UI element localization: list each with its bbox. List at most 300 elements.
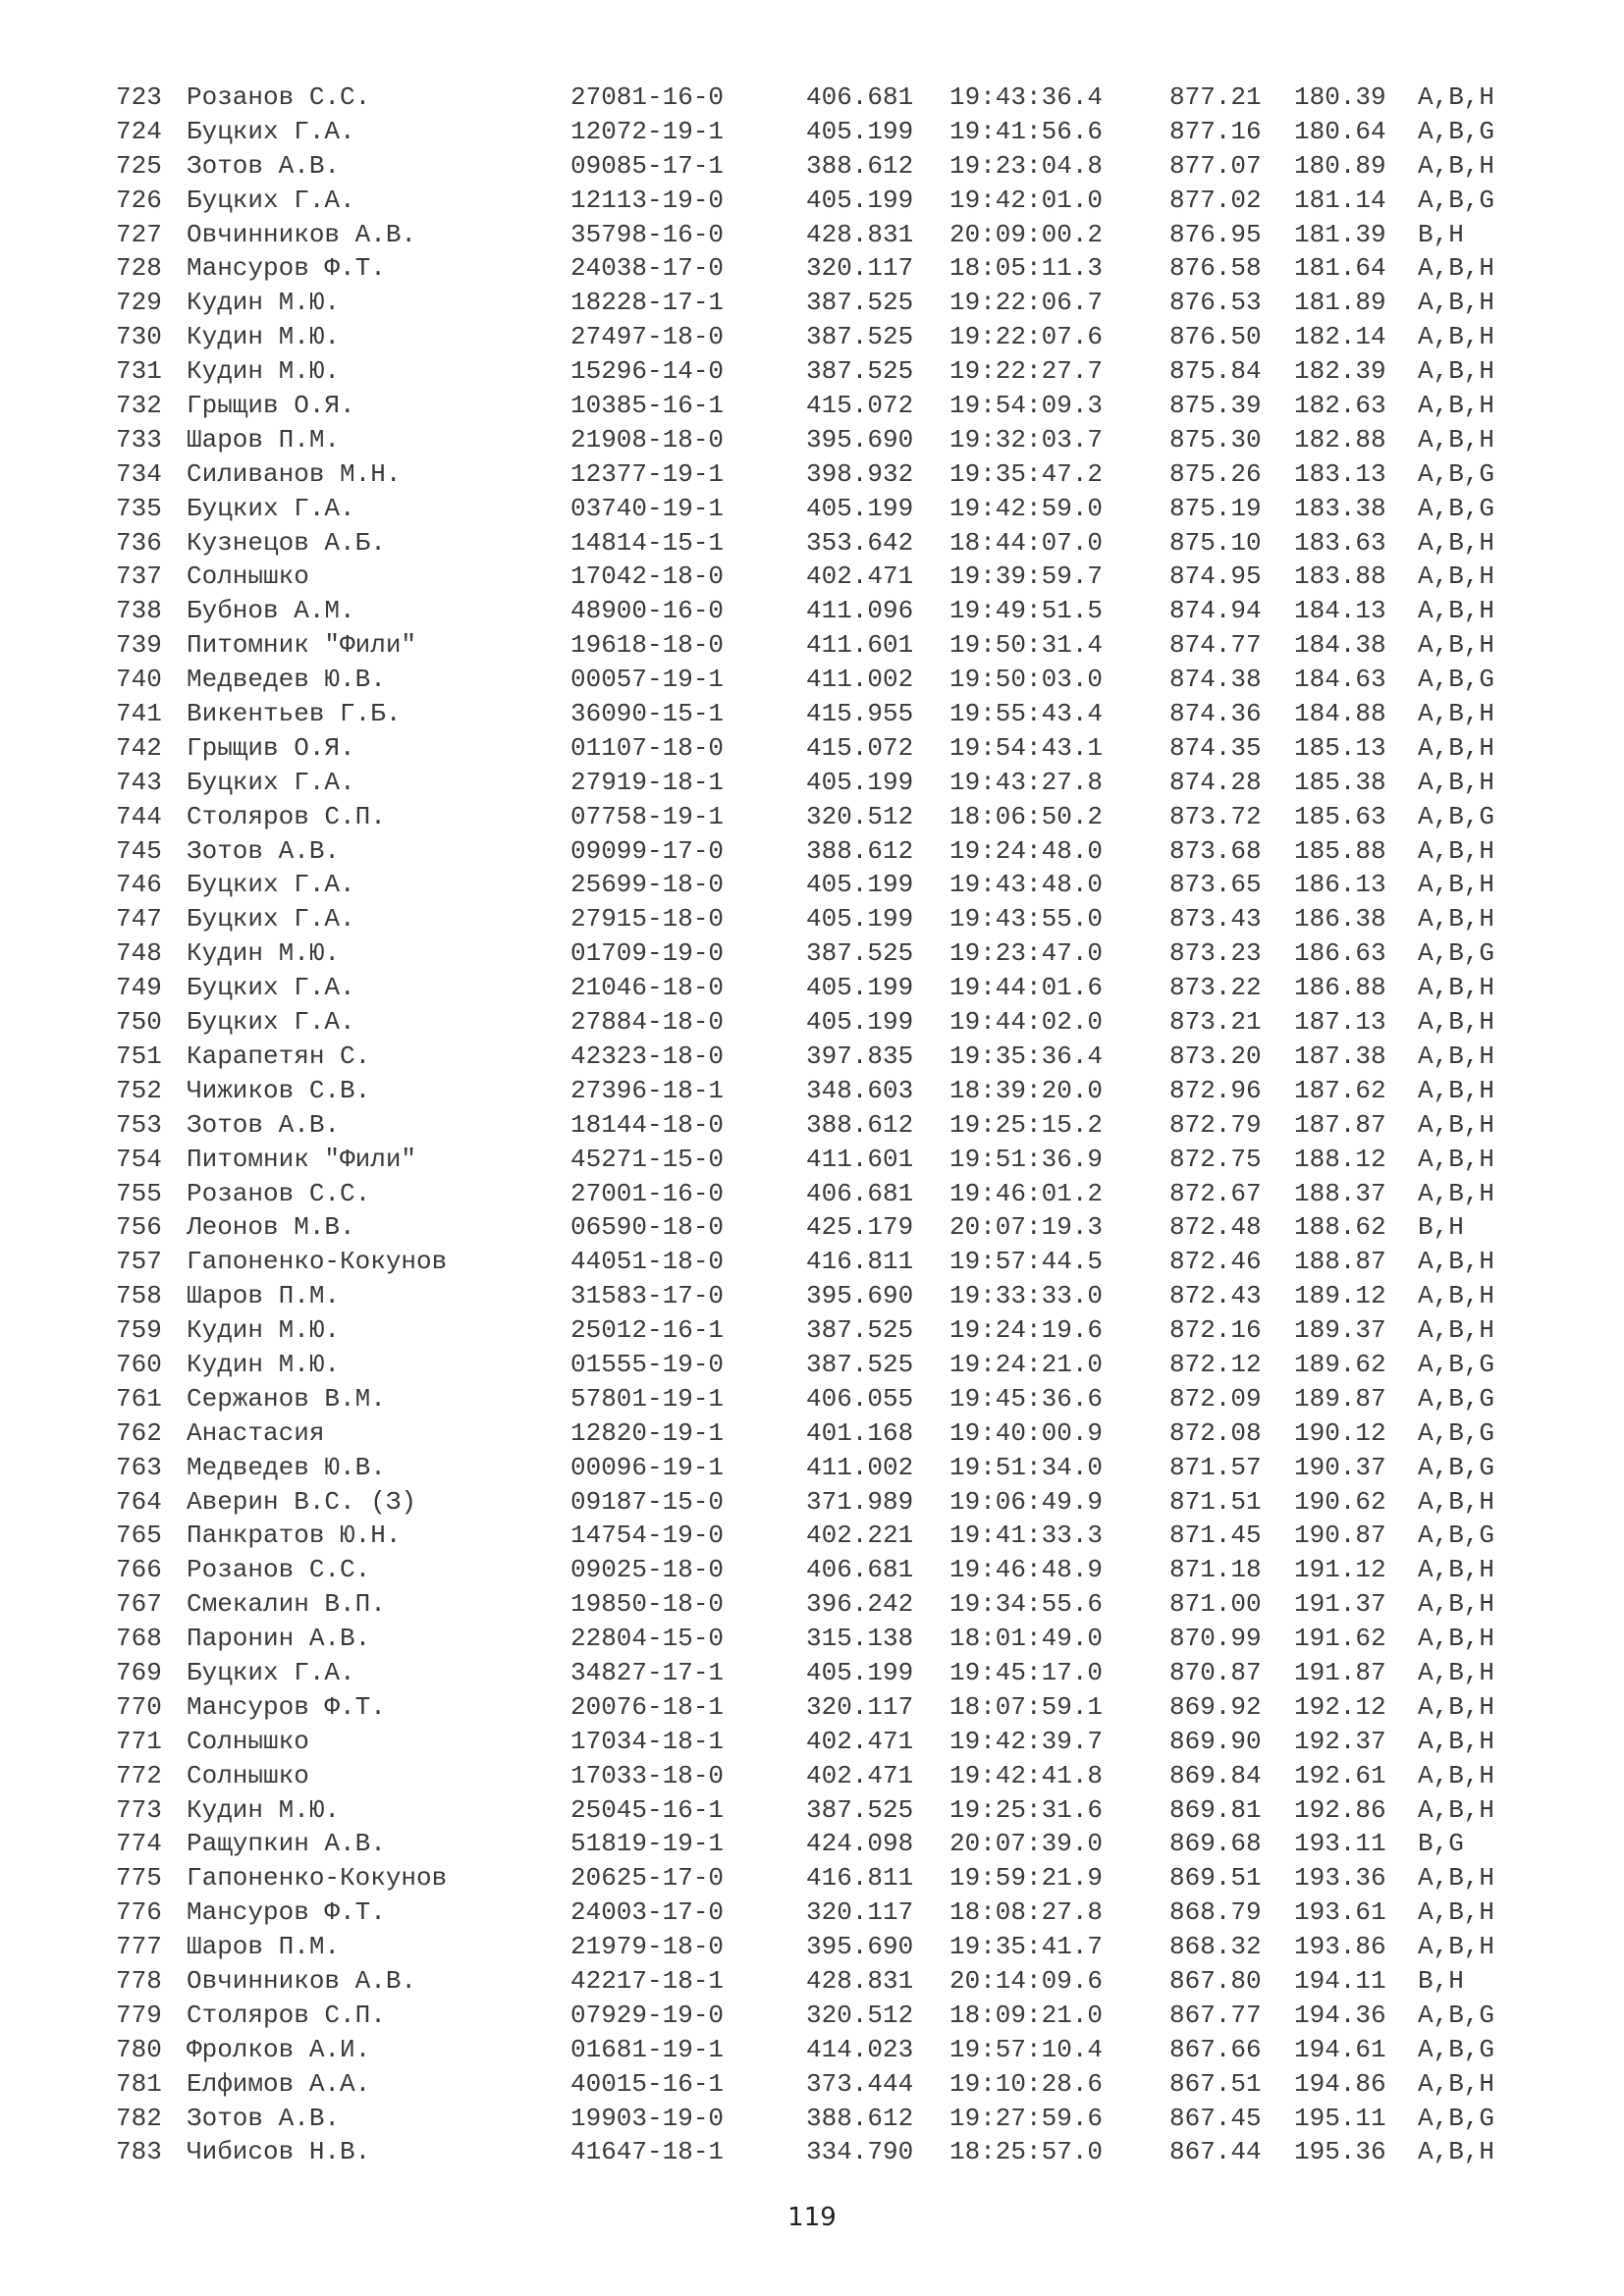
- name-cell: Ращупкин А.В.: [187, 1829, 386, 1859]
- category-cell: A,B,H: [1418, 1726, 1495, 1756]
- arrival-time-cell: 19:32:03.7: [949, 424, 1104, 454]
- distance-cell: 388.612: [806, 2103, 914, 2133]
- place-cell: 735: [116, 493, 162, 523]
- arrival-time-cell: 20:09:00.2: [949, 219, 1104, 249]
- distance-cell: 405.199: [806, 870, 914, 900]
- name-cell: Солнышко: [187, 561, 309, 592]
- ring-number-cell: 00096-19-1: [570, 1452, 725, 1482]
- name-cell: Розанов С.С.: [187, 1555, 371, 1585]
- arrival-time-cell: 18:09:21.0: [949, 2000, 1104, 2030]
- place-cell: 766: [116, 1555, 162, 1585]
- distance-cell: 387.525: [806, 356, 914, 387]
- place-cell: 732: [116, 391, 162, 421]
- name-cell: Шаров П.М.: [187, 1932, 341, 1962]
- distance-cell: 406.681: [806, 1555, 914, 1585]
- ring-number-cell: 14814-15-1: [570, 527, 725, 558]
- category-cell: A,B,G: [1418, 185, 1495, 215]
- speed-cell: 875.10: [1169, 527, 1262, 558]
- category-cell: A,B,G: [1418, 1521, 1495, 1551]
- arrival-time-cell: 19:41:56.6: [949, 116, 1104, 146]
- name-cell: Анастасия: [187, 1417, 325, 1448]
- category-cell: A,B,H: [1418, 1007, 1495, 1038]
- place-cell: 773: [116, 1794, 162, 1825]
- speed-cell: 871.45: [1169, 1521, 1262, 1551]
- name-cell: Овчинников А.В.: [187, 219, 417, 249]
- distance-cell: 405.199: [806, 1007, 914, 1038]
- speed-cell: 867.77: [1169, 2000, 1262, 2030]
- place-cell: 755: [116, 1178, 162, 1208]
- coefficient-cell: 193.61: [1294, 1897, 1386, 1928]
- arrival-time-cell: 19:43:48.0: [949, 870, 1104, 900]
- category-cell: A,B,H: [1418, 391, 1495, 421]
- coefficient-cell: 181.14: [1294, 185, 1386, 215]
- distance-cell: 416.811: [806, 1247, 914, 1277]
- place-cell: 739: [116, 630, 162, 661]
- place-cell: 768: [116, 1624, 162, 1654]
- coefficient-cell: 191.37: [1294, 1589, 1386, 1620]
- name-cell: Силиванов М.Н.: [187, 458, 402, 489]
- place-cell: 776: [116, 1897, 162, 1928]
- ring-number-cell: 06590-18-0: [570, 1212, 725, 1243]
- arrival-time-cell: 19:51:34.0: [949, 1452, 1104, 1482]
- name-cell: Гапоненко-Кокунов: [187, 1247, 448, 1277]
- coefficient-cell: 193.11: [1294, 1829, 1386, 1859]
- name-cell: Буцких Г.А.: [187, 493, 355, 523]
- distance-cell: 406.681: [806, 1178, 914, 1208]
- ring-number-cell: 36090-15-1: [570, 699, 725, 729]
- ring-number-cell: 01555-19-0: [570, 1349, 725, 1379]
- distance-cell: 315.138: [806, 1624, 914, 1654]
- ring-number-cell: 34827-17-1: [570, 1657, 725, 1687]
- speed-cell: 876.50: [1169, 322, 1262, 352]
- place-cell: 764: [116, 1486, 162, 1517]
- arrival-time-cell: 19:45:36.6: [949, 1383, 1104, 1414]
- speed-cell: 872.43: [1169, 1281, 1262, 1311]
- ring-number-cell: 48900-16-0: [570, 596, 725, 626]
- distance-cell: 405.199: [806, 493, 914, 523]
- name-cell: Кудин М.Ю.: [187, 1315, 341, 1346]
- name-cell: Солнышко: [187, 1726, 309, 1756]
- coefficient-cell: 185.38: [1294, 767, 1386, 797]
- ring-number-cell: 57801-19-1: [570, 1383, 725, 1414]
- speed-cell: 875.39: [1169, 391, 1262, 421]
- name-cell: Бубнов А.М.: [187, 596, 355, 626]
- place-cell: 733: [116, 424, 162, 454]
- arrival-time-cell: 19:50:31.4: [949, 630, 1104, 661]
- ring-number-cell: 17042-18-0: [570, 561, 725, 592]
- distance-cell: 415.955: [806, 699, 914, 729]
- place-cell: 763: [116, 1452, 162, 1482]
- category-cell: A,B,H: [1418, 870, 1495, 900]
- coefficient-cell: 190.62: [1294, 1486, 1386, 1517]
- arrival-time-cell: 19:25:31.6: [949, 1794, 1104, 1825]
- ring-number-cell: 15296-14-0: [570, 356, 725, 387]
- place-cell: 780: [116, 2034, 162, 2064]
- category-cell: A,B,H: [1418, 1486, 1495, 1517]
- arrival-time-cell: 19:42:39.7: [949, 1726, 1104, 1756]
- speed-cell: 873.72: [1169, 801, 1262, 831]
- category-cell: A,B,H: [1418, 527, 1495, 558]
- ring-number-cell: 41647-18-1: [570, 2137, 725, 2167]
- name-cell: Кудин М.Ю.: [187, 356, 341, 387]
- name-cell: Буцких Г.А.: [187, 870, 355, 900]
- ring-number-cell: 18228-17-1: [570, 288, 725, 318]
- category-cell: A,B,H: [1418, 1932, 1495, 1962]
- category-cell: A,B,G: [1418, 665, 1495, 695]
- ring-number-cell: 27497-18-0: [570, 322, 725, 352]
- place-cell: 724: [116, 116, 162, 146]
- ring-number-cell: 21908-18-0: [570, 424, 725, 454]
- arrival-time-cell: 19:57:44.5: [949, 1247, 1104, 1277]
- arrival-time-cell: 19:10:28.6: [949, 2068, 1104, 2099]
- speed-cell: 872.96: [1169, 1075, 1262, 1105]
- arrival-time-cell: 19:46:01.2: [949, 1178, 1104, 1208]
- place-cell: 723: [116, 82, 162, 112]
- ring-number-cell: 25045-16-1: [570, 1794, 725, 1825]
- name-cell: Буцких Г.А.: [187, 767, 355, 797]
- coefficient-cell: 190.37: [1294, 1452, 1386, 1482]
- ring-number-cell: 12377-19-1: [570, 458, 725, 489]
- arrival-time-cell: 19:55:43.4: [949, 699, 1104, 729]
- place-cell: 748: [116, 938, 162, 969]
- distance-cell: 387.525: [806, 1794, 914, 1825]
- ring-number-cell: 27396-18-1: [570, 1075, 725, 1105]
- name-cell: Столяров С.П.: [187, 801, 386, 831]
- name-cell: Кузнецов А.Б.: [187, 527, 386, 558]
- arrival-time-cell: 19:23:47.0: [949, 938, 1104, 969]
- name-cell: Розанов С.С.: [187, 82, 371, 112]
- place-cell: 734: [116, 458, 162, 489]
- name-cell: Аверин В.С. (З): [187, 1486, 417, 1517]
- coefficient-cell: 186.88: [1294, 973, 1386, 1003]
- coefficient-cell: 192.86: [1294, 1794, 1386, 1825]
- speed-cell: 874.35: [1169, 732, 1262, 763]
- coefficient-cell: 185.88: [1294, 835, 1386, 866]
- place-cell: 771: [116, 1726, 162, 1756]
- name-cell: Викентьев Г.Б.: [187, 699, 402, 729]
- page-number: 119: [787, 2203, 837, 2232]
- arrival-time-cell: 19:27:59.6: [949, 2103, 1104, 2133]
- speed-cell: 872.75: [1169, 1144, 1262, 1174]
- category-cell: A,B,H: [1418, 424, 1495, 454]
- distance-cell: 398.932: [806, 458, 914, 489]
- ring-number-cell: 42217-18-1: [570, 1965, 725, 1996]
- arrival-time-cell: 19:49:51.5: [949, 596, 1104, 626]
- category-cell: A,B,H: [1418, 288, 1495, 318]
- distance-cell: 353.642: [806, 527, 914, 558]
- distance-cell: 387.525: [806, 1349, 914, 1379]
- place-cell: 777: [116, 1932, 162, 1962]
- name-cell: Буцких Г.А.: [187, 1657, 355, 1687]
- arrival-time-cell: 19:35:47.2: [949, 458, 1104, 489]
- place-cell: 749: [116, 973, 162, 1003]
- arrival-time-cell: 19:25:15.2: [949, 1109, 1104, 1140]
- distance-cell: 415.072: [806, 391, 914, 421]
- place-cell: 760: [116, 1349, 162, 1379]
- coefficient-cell: 194.36: [1294, 2000, 1386, 2030]
- arrival-time-cell: 18:07:59.1: [949, 1691, 1104, 1722]
- speed-cell: 869.51: [1169, 1863, 1262, 1894]
- name-cell: Питомник "Фили": [187, 630, 417, 661]
- ring-number-cell: 21046-18-0: [570, 973, 725, 1003]
- name-cell: Шаров П.М.: [187, 424, 341, 454]
- arrival-time-cell: 19:35:36.4: [949, 1041, 1104, 1071]
- arrival-time-cell: 19:43:36.4: [949, 82, 1104, 112]
- category-cell: A,B,H: [1418, 1041, 1495, 1071]
- coefficient-cell: 187.87: [1294, 1109, 1386, 1140]
- distance-cell: 402.471: [806, 1760, 914, 1790]
- ring-number-cell: 25012-16-1: [570, 1315, 725, 1346]
- place-cell: 761: [116, 1383, 162, 1414]
- coefficient-cell: 193.36: [1294, 1863, 1386, 1894]
- arrival-time-cell: 19:44:01.6: [949, 973, 1104, 1003]
- coefficient-cell: 180.64: [1294, 116, 1386, 146]
- speed-cell: 877.07: [1169, 150, 1262, 181]
- speed-cell: 875.19: [1169, 493, 1262, 523]
- speed-cell: 867.66: [1169, 2034, 1262, 2064]
- arrival-time-cell: 20:14:09.6: [949, 1965, 1104, 1996]
- speed-cell: 877.02: [1169, 185, 1262, 215]
- ring-number-cell: 27081-16-0: [570, 82, 725, 112]
- ring-number-cell: 45271-15-0: [570, 1144, 725, 1174]
- place-cell: 772: [116, 1760, 162, 1790]
- category-cell: B,G: [1418, 1829, 1464, 1859]
- coefficient-cell: 181.39: [1294, 219, 1386, 249]
- coefficient-cell: 180.89: [1294, 150, 1386, 181]
- category-cell: A,B,H: [1418, 1760, 1495, 1790]
- coefficient-cell: 186.13: [1294, 870, 1386, 900]
- name-cell: Смекалин В.П.: [187, 1589, 386, 1620]
- name-cell: Чибисов Н.В.: [187, 2137, 371, 2167]
- place-cell: 727: [116, 219, 162, 249]
- place-cell: 741: [116, 699, 162, 729]
- coefficient-cell: 182.63: [1294, 391, 1386, 421]
- place-cell: 758: [116, 1281, 162, 1311]
- arrival-time-cell: 19:44:02.0: [949, 1007, 1104, 1038]
- category-cell: A,B,G: [1418, 458, 1495, 489]
- ring-number-cell: 10385-16-1: [570, 391, 725, 421]
- category-cell: A,B,H: [1418, 2137, 1495, 2167]
- name-cell: Розанов С.С.: [187, 1178, 371, 1208]
- ring-number-cell: 22804-15-0: [570, 1624, 725, 1654]
- arrival-time-cell: 19:39:59.7: [949, 561, 1104, 592]
- name-cell: Медведев Ю.В.: [187, 665, 386, 695]
- name-cell: Буцких Г.А.: [187, 185, 355, 215]
- ring-number-cell: 27884-18-0: [570, 1007, 725, 1038]
- place-cell: 730: [116, 322, 162, 352]
- coefficient-cell: 187.13: [1294, 1007, 1386, 1038]
- category-cell: A,B,H: [1418, 1247, 1495, 1277]
- ring-number-cell: 42323-18-0: [570, 1041, 725, 1071]
- place-cell: 770: [116, 1691, 162, 1722]
- category-cell: A,B,H: [1418, 1109, 1495, 1140]
- distance-cell: 428.831: [806, 1965, 914, 1996]
- category-cell: A,B,H: [1418, 1691, 1495, 1722]
- arrival-time-cell: 19:54:43.1: [949, 732, 1104, 763]
- arrival-time-cell: 19:06:49.9: [949, 1486, 1104, 1517]
- place-cell: 738: [116, 596, 162, 626]
- ring-number-cell: 17034-18-1: [570, 1726, 725, 1756]
- ring-number-cell: 20076-18-1: [570, 1691, 725, 1722]
- name-cell: Кудин М.Ю.: [187, 288, 341, 318]
- place-cell: 742: [116, 732, 162, 763]
- distance-cell: 348.603: [806, 1075, 914, 1105]
- arrival-time-cell: 18:39:20.0: [949, 1075, 1104, 1105]
- name-cell: Кудин М.Ю.: [187, 938, 341, 969]
- coefficient-cell: 189.12: [1294, 1281, 1386, 1311]
- name-cell: Зотов А.В.: [187, 150, 341, 181]
- arrival-time-cell: 19:33:33.0: [949, 1281, 1104, 1311]
- distance-cell: 428.831: [806, 219, 914, 249]
- category-cell: A,B,H: [1418, 82, 1495, 112]
- category-cell: A,B,G: [1418, 2000, 1495, 2030]
- coefficient-cell: 186.38: [1294, 904, 1386, 934]
- speed-cell: 873.22: [1169, 973, 1262, 1003]
- speed-cell: 872.48: [1169, 1212, 1262, 1243]
- name-cell: Грыщив О.Я.: [187, 732, 355, 763]
- distance-cell: 402.471: [806, 561, 914, 592]
- distance-cell: 388.612: [806, 150, 914, 181]
- category-cell: A,B,G: [1418, 938, 1495, 969]
- coefficient-cell: 191.62: [1294, 1624, 1386, 1654]
- arrival-time-cell: 18:05:11.3: [949, 253, 1104, 284]
- place-cell: 765: [116, 1521, 162, 1551]
- name-cell: Леонов М.В.: [187, 1212, 355, 1243]
- coefficient-cell: 183.88: [1294, 561, 1386, 592]
- ring-number-cell: 12113-19-0: [570, 185, 725, 215]
- arrival-time-cell: 18:25:57.0: [949, 2137, 1104, 2167]
- arrival-time-cell: 19:45:17.0: [949, 1657, 1104, 1687]
- ring-number-cell: 51819-19-1: [570, 1829, 725, 1859]
- ring-number-cell: 01681-19-1: [570, 2034, 725, 2064]
- category-cell: A,B,G: [1418, 2103, 1495, 2133]
- arrival-time-cell: 19:50:03.0: [949, 665, 1104, 695]
- ring-number-cell: 17033-18-0: [570, 1760, 725, 1790]
- speed-cell: 873.43: [1169, 904, 1262, 934]
- category-cell: A,B,H: [1418, 1144, 1495, 1174]
- speed-cell: 874.94: [1169, 596, 1262, 626]
- speed-cell: 869.90: [1169, 1726, 1262, 1756]
- coefficient-cell: 182.14: [1294, 322, 1386, 352]
- speed-cell: 867.51: [1169, 2068, 1262, 2099]
- category-cell: A,B,H: [1418, 150, 1495, 181]
- category-cell: A,B,H: [1418, 767, 1495, 797]
- ring-number-cell: 09099-17-0: [570, 835, 725, 866]
- distance-cell: 402.221: [806, 1521, 914, 1551]
- place-cell: 754: [116, 1144, 162, 1174]
- arrival-time-cell: 19:51:36.9: [949, 1144, 1104, 1174]
- distance-cell: 395.690: [806, 424, 914, 454]
- arrival-time-cell: 19:40:00.9: [949, 1417, 1104, 1448]
- arrival-time-cell: 19:24:21.0: [949, 1349, 1104, 1379]
- ring-number-cell: 00057-19-1: [570, 665, 725, 695]
- category-cell: A,B,H: [1418, 1657, 1495, 1687]
- arrival-time-cell: 19:59:21.9: [949, 1863, 1104, 1894]
- coefficient-cell: 188.87: [1294, 1247, 1386, 1277]
- category-cell: A,B,H: [1418, 973, 1495, 1003]
- distance-cell: 401.168: [806, 1417, 914, 1448]
- arrival-time-cell: 19:42:59.0: [949, 493, 1104, 523]
- ring-number-cell: 44051-18-0: [570, 1247, 725, 1277]
- arrival-time-cell: 19:24:48.0: [949, 835, 1104, 866]
- speed-cell: 872.16: [1169, 1315, 1262, 1346]
- ring-number-cell: 09085-17-1: [570, 150, 725, 181]
- category-cell: A,B,G: [1418, 493, 1495, 523]
- speed-cell: 873.21: [1169, 1007, 1262, 1038]
- coefficient-cell: 185.13: [1294, 732, 1386, 763]
- category-cell: A,B,H: [1418, 253, 1495, 284]
- arrival-time-cell: 19:42:41.8: [949, 1760, 1104, 1790]
- distance-cell: 411.002: [806, 665, 914, 695]
- name-cell: Буцких Г.А.: [187, 1007, 355, 1038]
- ring-number-cell: 27915-18-0: [570, 904, 725, 934]
- ring-number-cell: 27001-16-0: [570, 1178, 725, 1208]
- ring-number-cell: 07929-19-0: [570, 2000, 725, 2030]
- speed-cell: 874.95: [1169, 561, 1262, 592]
- speed-cell: 870.87: [1169, 1657, 1262, 1687]
- arrival-time-cell: 19:43:27.8: [949, 767, 1104, 797]
- distance-cell: 320.512: [806, 2000, 914, 2030]
- coefficient-cell: 192.61: [1294, 1760, 1386, 1790]
- category-cell: B,H: [1418, 1212, 1464, 1243]
- name-cell: Фролков А.И.: [187, 2034, 371, 2064]
- speed-cell: 872.46: [1169, 1247, 1262, 1277]
- coefficient-cell: 189.62: [1294, 1349, 1386, 1379]
- coefficient-cell: 184.88: [1294, 699, 1386, 729]
- name-cell: Кудин М.Ю.: [187, 1349, 341, 1379]
- coefficient-cell: 188.12: [1294, 1144, 1386, 1174]
- speed-cell: 875.30: [1169, 424, 1262, 454]
- category-cell: B,H: [1418, 1965, 1464, 1996]
- distance-cell: 425.179: [806, 1212, 914, 1243]
- ring-number-cell: 40015-16-1: [570, 2068, 725, 2099]
- arrival-time-cell: 19:22:07.6: [949, 322, 1104, 352]
- speed-cell: 867.44: [1169, 2137, 1262, 2167]
- coefficient-cell: 189.37: [1294, 1315, 1386, 1346]
- speed-cell: 872.09: [1169, 1383, 1262, 1414]
- place-cell: 743: [116, 767, 162, 797]
- coefficient-cell: 181.64: [1294, 253, 1386, 284]
- name-cell: Медведев Ю.В.: [187, 1452, 386, 1482]
- coefficient-cell: 183.38: [1294, 493, 1386, 523]
- place-cell: 778: [116, 1965, 162, 1996]
- coefficient-cell: 184.63: [1294, 665, 1386, 695]
- speed-cell: 871.18: [1169, 1555, 1262, 1585]
- ring-number-cell: 31583-17-0: [570, 1281, 725, 1311]
- distance-cell: 405.199: [806, 116, 914, 146]
- name-cell: Сержанов В.М.: [187, 1383, 386, 1414]
- ring-number-cell: 19903-19-0: [570, 2103, 725, 2133]
- coefficient-cell: 194.61: [1294, 2034, 1386, 2064]
- arrival-time-cell: 19:22:06.7: [949, 288, 1104, 318]
- speed-cell: 874.36: [1169, 699, 1262, 729]
- category-cell: A,B,H: [1418, 699, 1495, 729]
- place-cell: 782: [116, 2103, 162, 2133]
- distance-cell: 371.989: [806, 1486, 914, 1517]
- speed-cell: 867.45: [1169, 2103, 1262, 2133]
- arrival-time-cell: 20:07:19.3: [949, 1212, 1104, 1243]
- ring-number-cell: 18144-18-0: [570, 1109, 725, 1140]
- distance-cell: 411.096: [806, 596, 914, 626]
- coefficient-cell: 180.39: [1294, 82, 1386, 112]
- name-cell: Зотов А.В.: [187, 2103, 341, 2133]
- name-cell: Мансуров Ф.Т.: [187, 1691, 386, 1722]
- place-cell: 752: [116, 1075, 162, 1105]
- coefficient-cell: 186.63: [1294, 938, 1386, 969]
- category-cell: A,B,H: [1418, 1178, 1495, 1208]
- category-cell: A,B,H: [1418, 1315, 1495, 1346]
- speed-cell: 875.84: [1169, 356, 1262, 387]
